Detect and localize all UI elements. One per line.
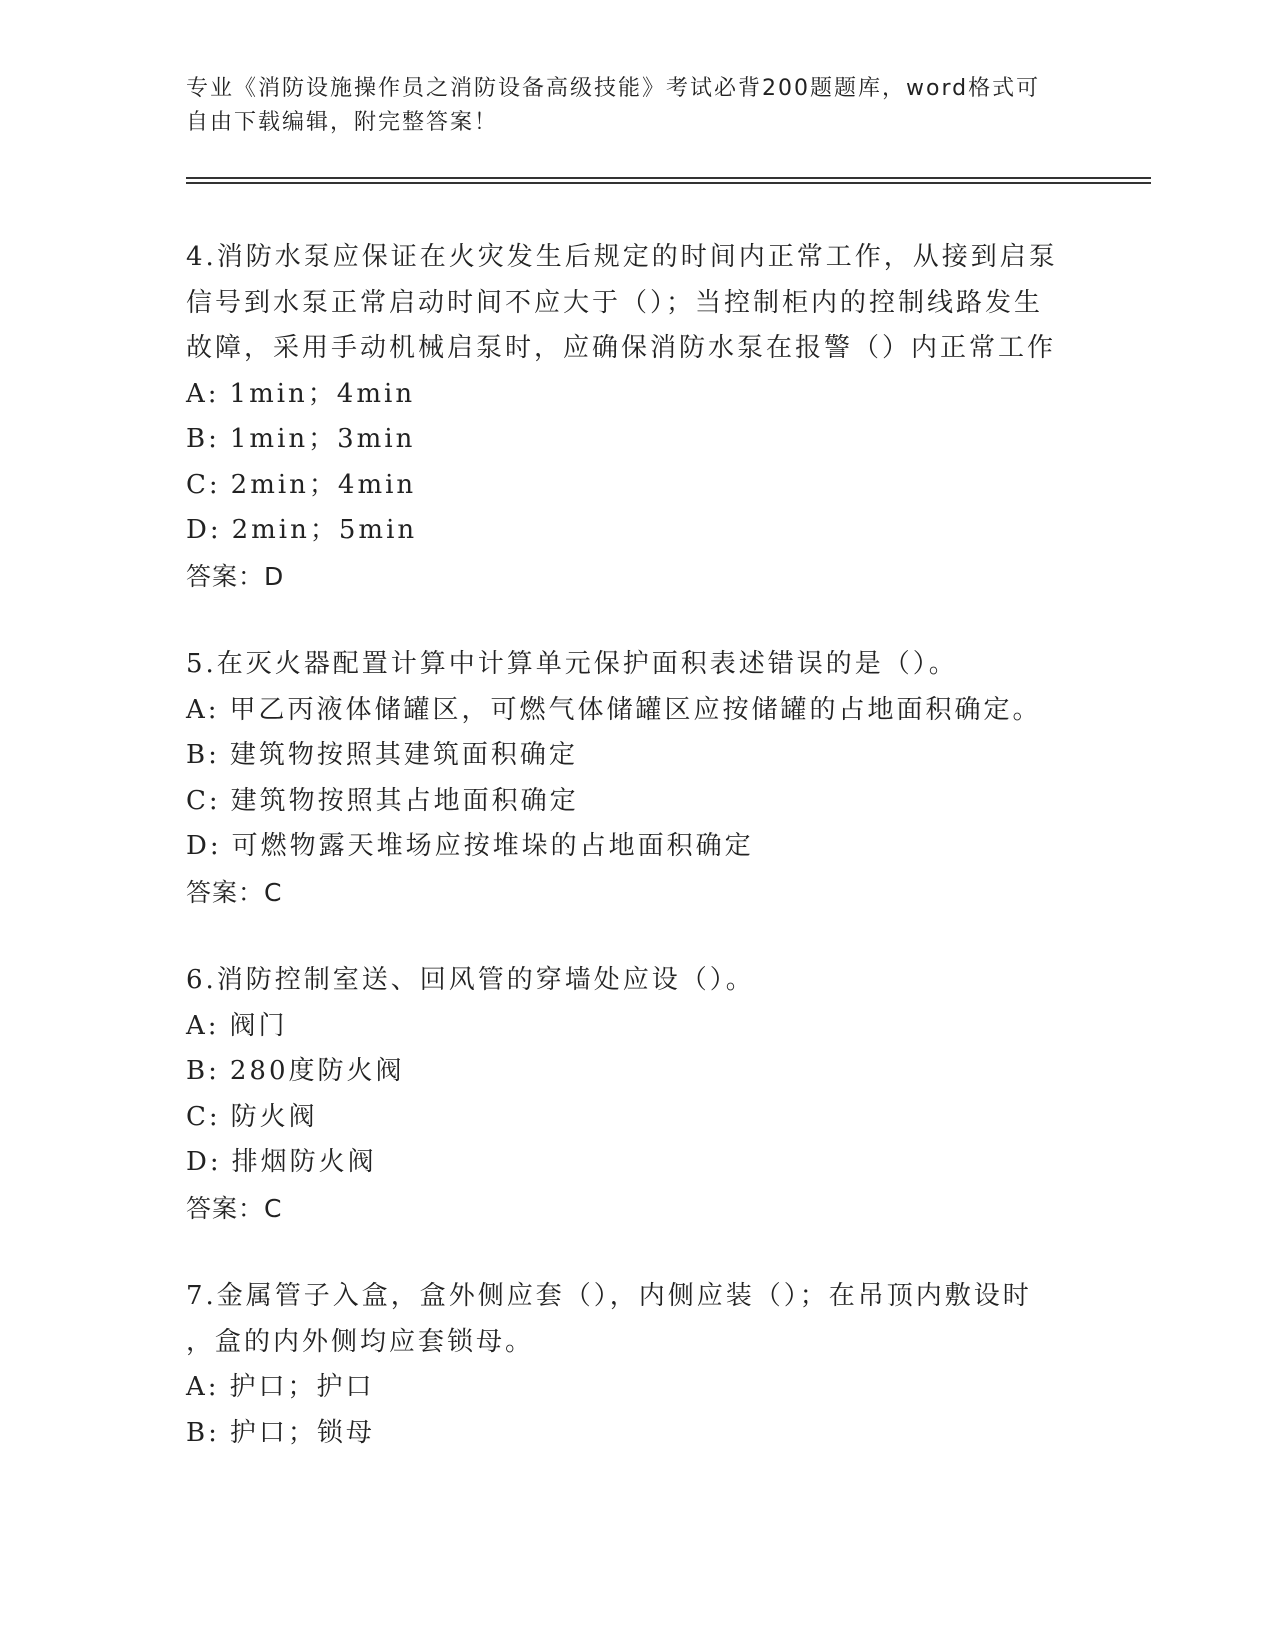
option-text: 阀门	[229, 1010, 288, 1041]
header-divider-bottom	[186, 182, 1151, 184]
question-list	[186, 235, 1151, 1499]
answer-option	[186, 1049, 1151, 1095]
question-stem-line: 6.消防控制室送、回风管的穿墙处应设（）。	[186, 965, 755, 995]
question-block	[186, 1274, 1151, 1456]
answer-option	[186, 508, 1151, 554]
answer-key: 答案：D	[186, 561, 285, 591]
question-stem-line: 7.金属管子入盒，盒外侧应套（），内侧应装（）；在吊顶内敷设时	[186, 1281, 1032, 1311]
option-text: 建筑物按照其占地面积确定	[230, 785, 579, 816]
header-line-2: 自由下载编辑，附完整答案！	[186, 110, 499, 135]
option-label: D:	[186, 1147, 222, 1177]
option-label: A:	[186, 694, 220, 725]
option-label: B:	[186, 1056, 220, 1086]
answer-option	[186, 372, 1151, 418]
question-stem	[186, 642, 1151, 688]
option-text: 防火阀	[230, 1101, 318, 1132]
option-label: B:	[186, 424, 220, 454]
answer-option	[186, 463, 1151, 509]
question-stem-line: 故障，采用手动机械启泵时，应确保消防水泵在报警（）内正常工作	[186, 333, 1057, 363]
question-block	[186, 642, 1151, 915]
option-text: 280度防火阀	[229, 1056, 405, 1086]
option-label: B:	[186, 740, 220, 770]
option-text: 建筑物按照其建筑面积确定	[229, 740, 578, 770]
question-stem	[186, 958, 1151, 1004]
option-label: A:	[186, 1010, 220, 1041]
option-text: 1min；4min	[229, 378, 416, 409]
question-stem-line: 5.在灭火器配置计算中计算单元保护面积表述错误的是（）。	[186, 649, 958, 679]
answer-option	[186, 1365, 1151, 1411]
answer-option	[186, 1411, 1151, 1457]
option-label: A:	[186, 1372, 220, 1402]
option-text: 护口；锁母	[229, 1417, 375, 1448]
option-text: 可燃物露天堆场应按堆垛的占地面积确定	[231, 831, 754, 861]
answer-option	[186, 417, 1151, 463]
answer-key: 答案：C	[186, 1193, 283, 1223]
answer-option	[186, 733, 1151, 779]
option-text: 排烟防火阀	[231, 1147, 377, 1177]
option-label: B:	[186, 1417, 220, 1448]
option-label: C:	[186, 785, 221, 816]
option-text: 2min；5min	[231, 515, 418, 545]
answer-option	[186, 1140, 1151, 1186]
answer-option	[186, 779, 1151, 825]
option-text: 2min；4min	[230, 469, 417, 500]
header-line-1: 专业《消防设施操作员之消防设备高级技能》考试必背200题题库，word格式可	[186, 76, 1041, 101]
option-text: 甲乙丙液体储罐区，可燃气体储罐区应按储罐的占地面积确定。	[229, 694, 1042, 725]
answer-option	[186, 688, 1151, 734]
question-stem-line: 信号到水泵正常启动时间不应大于（）；当控制柜内的控制线路发生	[186, 287, 1044, 318]
answer-key: 答案：C	[186, 877, 283, 907]
question-stem-line: 4.消防水泵应保证在火灾发生后规定的时间内正常工作，从接到启泵	[186, 242, 1058, 272]
document-header	[186, 72, 1086, 140]
answer-option	[186, 1004, 1151, 1050]
question-stem-line: ，盒的内外侧均应套锁母。	[186, 1326, 535, 1357]
answer-option	[186, 824, 1151, 870]
question-block	[186, 235, 1151, 599]
question-block	[186, 958, 1151, 1231]
option-text: 护口；护口	[229, 1372, 375, 1402]
option-text: 1min；3min	[229, 424, 416, 454]
option-label: D:	[186, 515, 222, 545]
question-stem	[186, 235, 1151, 372]
question-stem	[186, 1274, 1151, 1365]
option-label: C:	[186, 1101, 221, 1132]
header-divider-top	[186, 177, 1151, 179]
option-label: D:	[186, 831, 222, 861]
option-label: C:	[186, 469, 221, 500]
option-label: A:	[186, 378, 220, 409]
answer-option	[186, 1095, 1151, 1141]
